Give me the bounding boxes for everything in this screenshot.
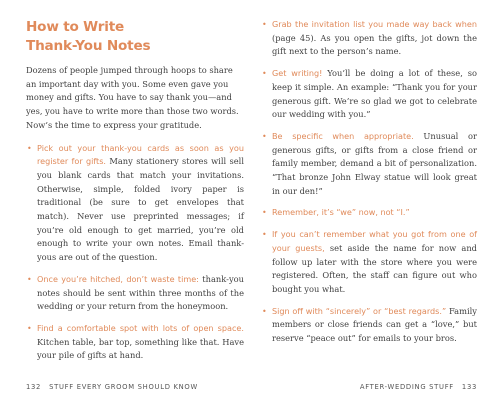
item-lead: Pick out your thank-you cards as soon as you register for gifts.	[37, 142, 244, 167]
page-title	[26, 18, 244, 56]
title-line-2: Thank-You Notes	[26, 38, 151, 54]
bullet-dot-icon: •	[262, 208, 267, 218]
item-body: Family members or close friends can get a “love,” but reserve “peace out” for emails to your bros.	[272, 305, 477, 344]
list-item	[26, 322, 244, 363]
list-item	[261, 67, 477, 122]
running-head: STUFF EVERY GROOM SHOULD KNOW	[49, 383, 198, 391]
running-head: AFTER-WEDDING STUFF	[359, 383, 454, 391]
item-body: Kitchen table, bar top, something like that. Have your pile of gifts at hand.	[37, 336, 244, 361]
item-lead: Sign off with “sincerely” or “best regards.”	[272, 305, 447, 316]
item-body: set aside the name for now and follow up later with the store where you were registered. Often, the staff can figure out who bought you what.	[272, 242, 477, 294]
item-lead: Find a comfortable spot with lots of open space.	[37, 322, 244, 333]
bullet-dot-icon: •	[262, 131, 267, 141]
bullet-dot-icon: •	[262, 20, 267, 29]
page-number: 132	[26, 383, 42, 391]
item-lead: Get writing!	[272, 68, 323, 79]
bullet-dot-icon: •	[262, 230, 267, 240]
intro-paragraph: Dozens of people jumped through hoops to share an important day with you. Some even gave you money and gifts. You have to say thank you—and yes, you have to write more than those two words. Now’s the time to express your gratitude.	[26, 65, 239, 130]
item-body: Many stationery stores will sell you blank cards that match your invitations. Otherwise, simple, folded ivory paper is traditional (be sure to get envelopes that match). Never use preprinted messages; if you’re old enough to get married, you’re old enough to write your own notes. Email thank-yous are out of the question.	[37, 156, 244, 263]
left-page-footer	[26, 383, 198, 391]
item-lead: Grab the invitation list you made way back when	[272, 19, 477, 29]
list-item	[261, 130, 477, 199]
title-line-1: How to Write	[26, 19, 125, 35]
item-body: thank-you notes should be sent within three months of the wedding or your return from the honeymoon.	[37, 273, 244, 312]
bullet-dot-icon: •	[27, 274, 32, 284]
item-lead: Remember, it’s “we” now, not “I.”	[272, 207, 410, 218]
bullet-dot-icon: •	[262, 306, 267, 316]
left-page	[26, 18, 244, 371]
list-item	[26, 142, 244, 265]
bullet-dot-icon: •	[262, 69, 267, 79]
item-body: Unusual or generous gifts, or gifts from a close friend or family member, demand a bit of personalization. “That bronze John Elway statue will look great in our den!”	[272, 130, 477, 196]
right-page-footer	[360, 383, 477, 391]
bullet-dot-icon: •	[27, 143, 32, 153]
list-item	[261, 305, 477, 346]
item-body: (page 45). As you open the gifts, jot down the gift next to the person’s name.	[272, 32, 477, 57]
list-item	[261, 228, 477, 297]
page-number: 133	[461, 383, 477, 391]
item-body: You’ll be doing a lot of these, so keep it simple. An example: “Thank you for your generous gift. We’re so glad we got to celebrate our wedding with you.”	[272, 68, 477, 120]
list-item	[261, 18, 477, 59]
item-lead: Once you’re hitched, don’t waste time:	[37, 273, 199, 284]
bullet-dot-icon: •	[27, 323, 32, 333]
list-item	[26, 273, 244, 314]
item-lead: Be specific when appropriate.	[272, 130, 414, 141]
list-item	[261, 206, 477, 220]
item-lead: If you can’t remember what you got from one of your guests,	[272, 229, 477, 253]
right-page	[261, 18, 477, 354]
